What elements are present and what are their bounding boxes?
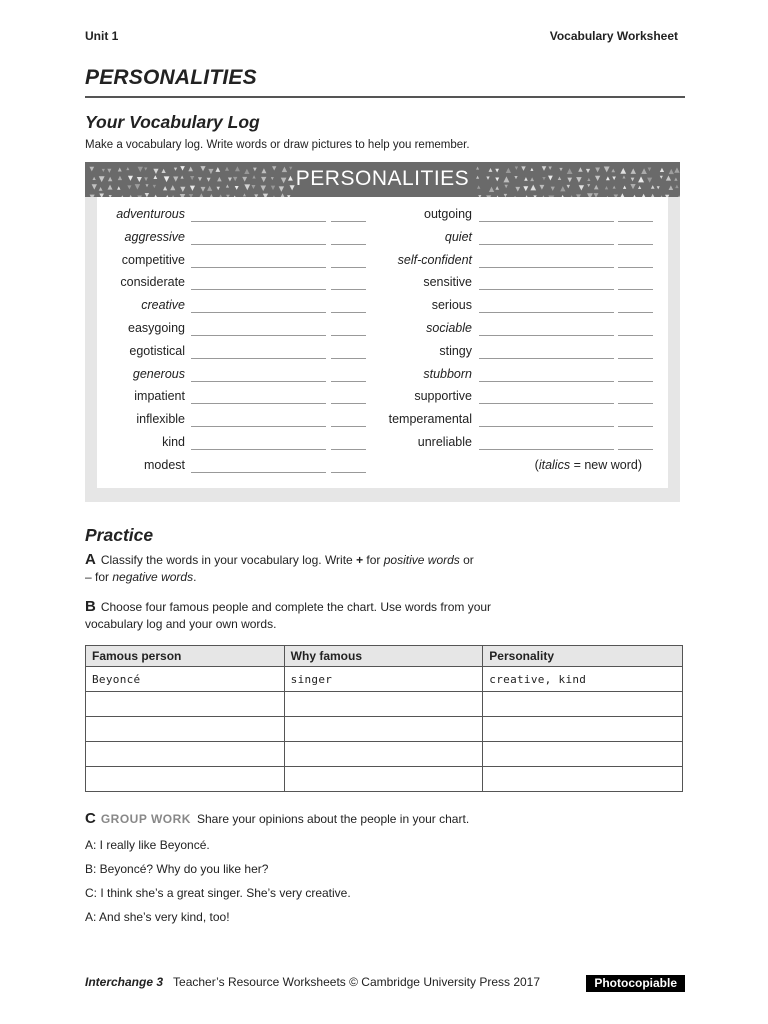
vocab-word: aggressive [124, 229, 185, 244]
vocab-word: outgoing [424, 207, 472, 221]
cell-famous-person[interactable] [86, 692, 285, 717]
vocab-word: inflexible [136, 412, 185, 427]
exercise-a: A Classify the words in your vocabulary log. Write + for positive words or – for negative words. [85, 551, 474, 584]
classify-line[interactable] [618, 289, 653, 290]
exercise-c-letter: C [85, 810, 96, 827]
classify-line[interactable] [618, 449, 653, 450]
group-work-label: GROUP WORK [100, 812, 191, 826]
classify-line[interactable] [618, 358, 653, 359]
write-line[interactable] [479, 312, 614, 313]
cell-why-famous[interactable] [284, 717, 483, 742]
dialog-line: B: Beyoncé? Why do you like her? [85, 862, 269, 876]
table-row [86, 717, 683, 742]
cell-why-famous[interactable]: singer [284, 667, 483, 692]
cell-famous-person[interactable]: Beyoncé [86, 667, 285, 692]
classify-line[interactable] [618, 312, 653, 313]
vocab-word: supportive [414, 389, 472, 404]
classify-line[interactable] [618, 244, 653, 245]
dialog-line: C: I think she’s a great singer. She’s very creative. [85, 886, 351, 900]
exercise-a-letter: A [85, 551, 96, 568]
cell-personality[interactable] [483, 692, 683, 717]
classify-line[interactable] [618, 267, 653, 268]
photocopiable-badge: Photocopiable [586, 975, 685, 992]
famous-people-chart [85, 645, 683, 792]
table-row [86, 667, 683, 692]
cell-personality[interactable] [483, 767, 683, 792]
footer-credit [85, 975, 540, 989]
table-row [86, 767, 683, 792]
classify-line[interactable] [618, 403, 653, 404]
page-title: PERSONALITIES [85, 66, 257, 89]
write-line[interactable] [479, 358, 614, 359]
write-line[interactable] [479, 426, 614, 427]
write-line[interactable] [191, 472, 326, 473]
triangle-mark [677, 195, 680, 197]
cell-famous-person[interactable] [86, 742, 285, 767]
vocab-word: unreliable [417, 435, 472, 449]
header-why-famous: Why famous [284, 646, 483, 667]
table-row [86, 742, 683, 767]
vocab-word: serious [431, 298, 472, 313]
vocab-word: modest [144, 457, 185, 472]
vocab-word: adventurous [116, 207, 185, 221]
vocab-word: creative [141, 298, 185, 313]
vocab-word: egotistical [129, 343, 185, 358]
classify-line[interactable] [618, 381, 653, 382]
triangle-mark [90, 195, 95, 197]
write-line[interactable] [479, 381, 614, 382]
footer-brand: Interchange 3 [85, 975, 164, 989]
vocab-word: sociable [426, 321, 472, 335]
write-line[interactable] [479, 221, 614, 222]
cell-personality[interactable]: creative, kind [483, 667, 683, 692]
cell-personality[interactable] [483, 717, 683, 742]
write-line[interactable] [479, 403, 614, 404]
vocab-word: self-confident [397, 252, 472, 267]
vocab-banner [85, 162, 680, 197]
vocab-banner-title: PERSONALITIES [295, 167, 470, 190]
footer-copyright: Teacher’s Resource Worksheets © Cambridge University Press 2017 [173, 975, 541, 989]
write-line[interactable] [479, 449, 614, 450]
classify-line[interactable] [618, 426, 653, 427]
table-row [86, 692, 683, 717]
write-line[interactable] [479, 267, 614, 268]
vocab-word: generous [132, 366, 185, 381]
vocab-word: stubborn [423, 366, 472, 381]
exercise-b-letter: B [85, 598, 96, 615]
header-personality: Personality [483, 646, 683, 667]
cell-why-famous[interactable] [284, 692, 483, 717]
write-line[interactable] [479, 289, 614, 290]
vocab-word: impatient [134, 389, 185, 404]
exercise-b: B Choose four famous people and complete the chart. Use words from your vocabulary log and your own words. [85, 598, 492, 631]
header-famous-person: Famous person [86, 646, 285, 667]
classify-line[interactable] [331, 472, 366, 473]
vocab-word: kind [162, 435, 185, 449]
vocab-log-content [97, 197, 668, 488]
cell-famous-person[interactable] [86, 717, 285, 742]
vocab-word: quiet [444, 229, 472, 244]
practice-title: Practice [85, 525, 154, 545]
unit-label: Unit 1 [85, 29, 119, 43]
exercise-c: C GROUP WORK Share your opinions about the people in your chart. [85, 810, 470, 827]
cell-famous-person[interactable] [86, 767, 285, 792]
vocab-log-title: Your Vocabulary Log [85, 112, 260, 132]
triangle-mark [243, 193, 246, 196]
chart-header-row [86, 646, 683, 667]
write-line[interactable] [479, 244, 614, 245]
title-divider [85, 96, 685, 98]
dialog-line: A: I really like Beyoncé. [85, 838, 210, 852]
vocab-word: sensitive [423, 275, 472, 290]
worksheet-type: Vocabulary Worksheet [549, 29, 678, 43]
vocab-log-box [85, 162, 680, 502]
classify-line[interactable] [618, 335, 653, 336]
classify-line[interactable] [618, 221, 653, 222]
vocab-word: easygoing [128, 321, 185, 335]
italics-legend: (italics = new word) [534, 457, 642, 472]
cell-personality[interactable] [483, 742, 683, 767]
write-line[interactable] [479, 335, 614, 336]
vocab-word: temperamental [388, 412, 472, 427]
vocab-word: considerate [120, 275, 185, 290]
vocab-log-instruction: Make a vocabulary log. Write words or draw pictures to help you remember. [85, 139, 470, 151]
cell-why-famous[interactable] [284, 742, 483, 767]
dialog-line: A: And she’s very kind, too! [85, 910, 230, 924]
vocab-word: stingy [439, 343, 472, 358]
vocab-word: competitive [121, 252, 185, 267]
cell-why-famous[interactable] [284, 767, 483, 792]
